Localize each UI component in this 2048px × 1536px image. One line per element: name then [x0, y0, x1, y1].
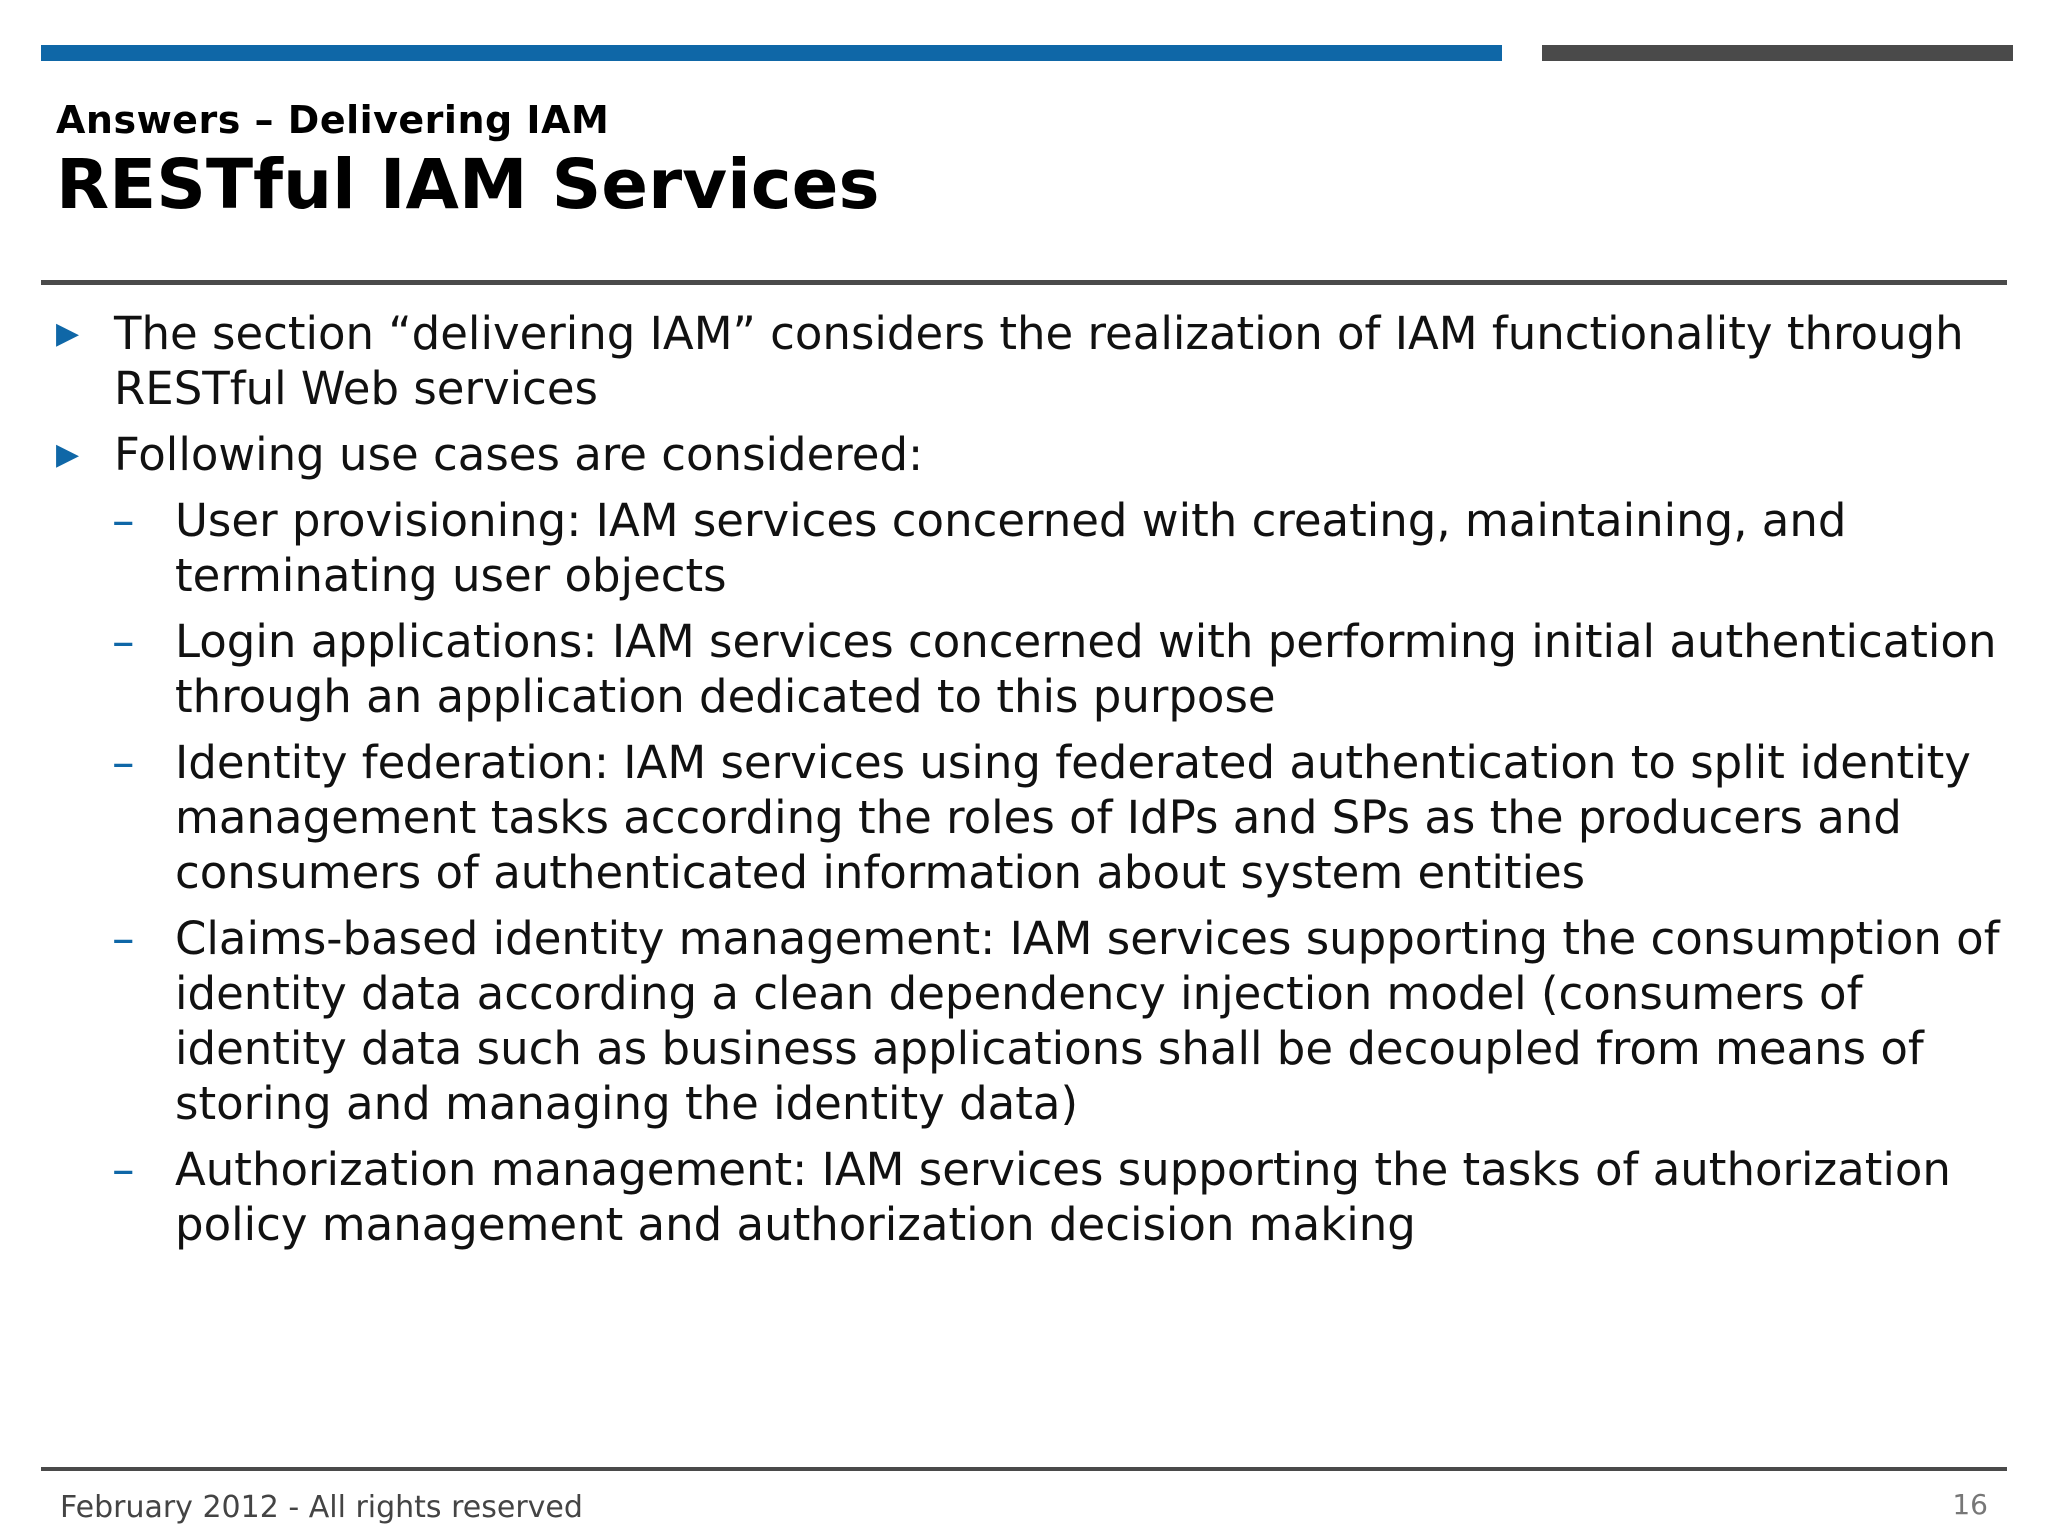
dash-bullet-icon: –: [112, 1143, 135, 1196]
header-accent-bar: [41, 45, 1502, 61]
footer-divider: [41, 1467, 2007, 1471]
footer-copyright: February 2012 - All rights reserved: [60, 1490, 583, 1525]
header-divider: [41, 280, 2007, 285]
slide-title: RESTful IAM Services: [56, 145, 880, 225]
bullet-item: [56, 427, 2016, 482]
sub-bullet-text: User provisioning: IAM services concerned with creating, maintaining, and terminating user objects: [175, 494, 1847, 602]
page-number: 16: [1952, 1488, 1988, 1521]
dash-bullet-icon: –: [112, 736, 135, 789]
slide-content: [56, 306, 2016, 1263]
bullet-text: Following use cases are considered:: [114, 428, 924, 481]
triangle-bullet-icon: ▶: [56, 316, 80, 351]
sub-bullet-text: Identity federation: IAM services using federated authentication to split identity management tasks according the roles of IdPs and SPs as the producers and consumers of authenticated information about system entities: [175, 736, 1971, 899]
dash-bullet-icon: –: [112, 494, 135, 547]
triangle-bullet-icon: ▶: [56, 437, 80, 472]
sub-bullet-text: Login applications: IAM services concerned with performing initial authentication through an application dedicated to this purpose: [175, 615, 1997, 723]
sub-bullet-item: [56, 614, 2016, 724]
sub-bullet-text: Authorization management: IAM services supporting the tasks of authorization policy management and authorization decision making: [175, 1143, 1951, 1251]
bullet-text: The section “delivering IAM” considers the realization of IAM functionality through RESTful Web services: [114, 307, 1964, 415]
sub-bullet-item: [56, 735, 2016, 900]
sub-bullet-item: [56, 493, 2016, 603]
dash-bullet-icon: –: [112, 615, 135, 668]
sub-bullet-item: [56, 911, 2016, 1131]
bullet-item: [56, 306, 2016, 416]
slide-subtitle: Answers – Delivering IAM: [56, 98, 610, 142]
header-dark-bar: [1542, 45, 2013, 61]
dash-bullet-icon: –: [112, 912, 135, 965]
sub-bullet-item: [56, 1142, 2016, 1252]
sub-bullet-text: Claims-based identity management: IAM services supporting the consumption of identity data according a clean dependency injection model (consumers of identity data such as business applications shall be decoupled from means of storing and managing the identity data): [175, 912, 2000, 1130]
